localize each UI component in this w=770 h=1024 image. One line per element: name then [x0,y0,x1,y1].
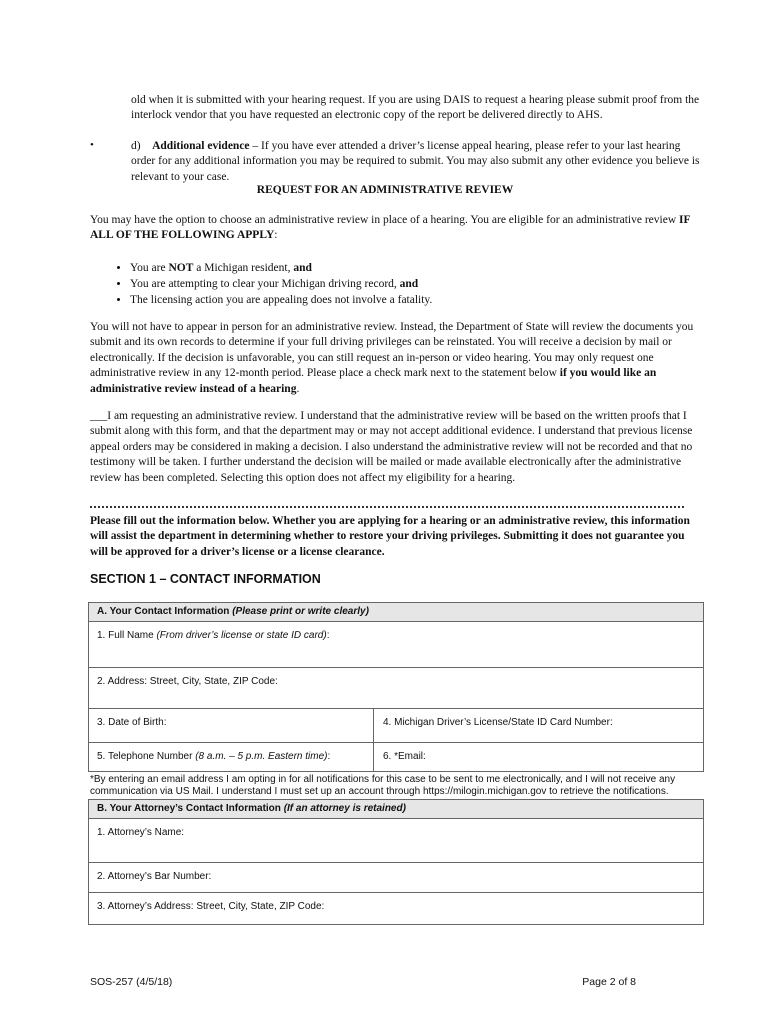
review-heading: REQUEST FOR AN ADMINISTRATIVE REVIEW [256,184,514,196]
item-d-marker: d) [131,140,141,152]
dob-label[interactable]: 3. Date of Birth: [97,717,167,728]
email-label[interactable]: 6. *Email: [383,751,426,762]
review-statement [90,409,702,486]
item-d-paragraph [131,139,703,185]
review-statement-text: I am requesting an administrative review. I understand that the administrative review will be based on the written proofs that I submit along with this form, and that the department may or may not accept additional evidence. I understand that previous license appeal orders may be considered in making a decision. I also understand the administrative review will not be recorded and that no testimony will be taken. I further understand the decision will be mailed or made available electronically after the administrative review has been completed. Selecting this option does not affect my eligibility for a hearing. [90,410,693,484]
license-number-label[interactable]: 4. Michigan Driver’s License/State ID Card Number: [383,717,613,728]
attorney-name-label: 1. Attorney’s Name: [97,827,185,838]
bullet-icon: • [90,139,94,151]
review-description-text: You will not have to appear in person for an administrative review. Instead, the Department of State will review the documents you submit and its own records to determine if your full driving privileges can be reinstated. You will receive a decision by mail or electronically. If the decision is unfavorable, you can still request an in-person or video hearing. You may only request one administrative review in any 12-month period. Please place a check mark next to the statement below [90,321,694,380]
full-name-label: 1. Full Name (From driver’s license or state ID card): [97,630,330,641]
form-id: SOS-257 (4/5/18) [90,976,173,988]
full-name-field[interactable] [89,622,703,668]
address-label: 2. Address: Street, City, State, ZIP Code: [97,676,278,687]
attorney-info-box [88,799,704,925]
attorney-address-label: 3. Attorney’s Address: Street, City, State, ZIP Code: [97,901,325,912]
eligibility-item: • You are NOT a Michigan resident, and [130,260,432,276]
review-description [90,320,702,397]
attorney-address-field[interactable] [89,893,703,925]
column-divider [373,709,374,742]
email-note: *By entering an email address I am opting in for all notifications for this case to be sent to me electronically, and I will not receive any communication via US Mail. I understand I must set up an account through https://milogin.michigan.gov to retrieve the notifications. [90,774,676,797]
review-description-end: . [296,382,300,395]
instructions: Please fill out the information below. Whether you are applying for a hearing or an administrative review, this information will assist the department in determining whether to restore your driving privileges. Submitting it does not guarantee you will be approved for a driver’s license or a license clearance. [90,515,690,558]
eligibility-item: • You are attempting to clear your Michigan driving record, and [130,276,432,292]
attorney-info-header-note: (If an attorney is retained) [283,803,406,814]
attorney-name-field[interactable] [89,819,703,863]
contact-info-header [89,603,703,622]
contact-info-box [88,602,704,772]
review-intro-bold: IF ALL OF THE FOLLOWING APPLY [90,214,691,242]
eligibility-item: • The licensing action you are appealing does not involve a fatality. [130,292,432,308]
phone-email-row [89,743,703,772]
continued-paragraph: old when it is submitted with your hearing request. If you are using DAIS to request a hearing please submit proof from the interlock vendor that you have requested an electronic copy of the report be delivered directly to AHS. [131,94,700,122]
attorney-info-header [89,800,703,819]
dob-license-row [89,709,703,743]
attorney-bar-label: 2. Attorney’s Bar Number: [97,871,212,882]
page-number: Page 2 of 8 [582,976,636,988]
attorney-bar-field[interactable] [89,863,703,893]
phone-label[interactable]: 5. Telephone Number (8 a.m. – 5 p.m. Eastern time): [97,751,331,762]
contact-info-header-note: (Please print or write clearly) [232,606,369,617]
review-intro-end: : [274,229,278,242]
review-intro [90,213,702,244]
contact-info-header-text: A. Your Contact Information [97,606,233,617]
review-description-bold: if you would like an administrative review instead of a hearing [90,367,657,395]
item-d-text: – If you have ever attended a driver’s license appeal hearing, please refer to your last hearing order for any additional information you may be required to submit. You may also submit any other evidence you believe is relevant to your case. [131,140,700,183]
column-divider [373,743,374,772]
address-field[interactable] [89,668,703,709]
eligibility-list [112,260,432,308]
review-checkbox-blank[interactable]: ___ [90,410,108,422]
item-d-title: Additional evidence [152,140,250,152]
dotted-divider [90,506,684,508]
review-intro-text: You may have the option to choose an administrative review in place of a hearing. You are eligible for an administrative review [90,214,679,226]
section1-title: SECTION 1 – CONTACT INFORMATION [90,572,321,586]
attorney-info-header-text: B. Your Attorney’s Contact Information [97,803,284,814]
